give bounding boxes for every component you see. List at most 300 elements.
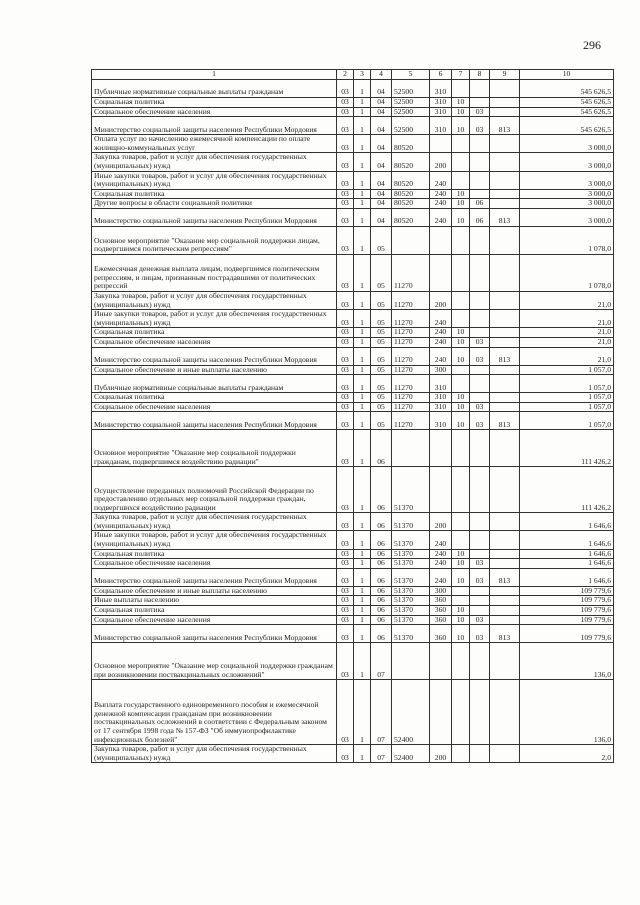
- row-code-cell: 03: [337, 586, 354, 596]
- row-description: Министерство социальной защиты населения Республики Мордовия: [92, 625, 337, 643]
- row-code-cell: 03: [337, 430, 354, 467]
- row-amount: 109 779,6: [520, 615, 614, 625]
- row-code-cell: 51370: [392, 467, 430, 513]
- table-row: [92, 393, 614, 403]
- row-code-cell: 03: [337, 199, 354, 209]
- row-code-cell: 1: [354, 531, 371, 549]
- row-code-cell: [470, 189, 490, 199]
- row-code-cell: [452, 513, 470, 531]
- row-code-cell: [490, 680, 520, 745]
- row-description: Социальная политика: [92, 549, 337, 559]
- row-code-cell: 360: [430, 596, 452, 606]
- row-code-cell: 05: [371, 365, 392, 375]
- table-header-row: [92, 70, 614, 80]
- row-code-cell: [452, 596, 470, 606]
- row-code-cell: 03: [337, 680, 354, 745]
- row-code-cell: 240: [430, 559, 452, 569]
- row-code-cell: 1: [354, 745, 371, 763]
- row-code-cell: [490, 189, 520, 199]
- row-code-cell: 1: [354, 412, 371, 430]
- row-code-cell: 10: [452, 107, 470, 117]
- row-code-cell: [490, 337, 520, 347]
- row-amount: 1 057,0: [520, 393, 614, 403]
- row-code-cell: 05: [371, 254, 392, 291]
- row-code-cell: 03: [337, 291, 354, 309]
- row-code-cell: 1: [354, 402, 371, 412]
- row-code-cell: 11270: [392, 337, 430, 347]
- row-code-cell: 1: [354, 291, 371, 309]
- row-code-cell: 1: [354, 153, 371, 171]
- row-code-cell: 03: [337, 365, 354, 375]
- row-code-cell: 52500: [392, 117, 430, 135]
- table-row: [92, 375, 614, 393]
- row-code-cell: [452, 135, 470, 153]
- table-row: [92, 513, 614, 531]
- row-amount: 21,0: [520, 328, 614, 338]
- row-code-cell: 200: [430, 153, 452, 171]
- row-code-cell: [470, 430, 490, 467]
- row-description: Иные закупки товаров, работ и услуг для обеспечения государственных (муниципальных) нужд: [92, 531, 337, 549]
- row-code-cell: 1: [354, 467, 371, 513]
- row-code-cell: [490, 596, 520, 606]
- row-amount: 545 626,5: [520, 117, 614, 135]
- row-amount: 21,0: [520, 291, 614, 309]
- row-code-cell: 813: [490, 347, 520, 365]
- row-code-cell: 03: [337, 189, 354, 199]
- row-code-cell: 03: [337, 80, 354, 98]
- row-code-cell: 03: [337, 615, 354, 625]
- row-code-cell: 05: [371, 226, 392, 254]
- row-code-cell: 11270: [392, 291, 430, 309]
- row-code-cell: 300: [430, 586, 452, 596]
- row-code-cell: 11270: [392, 412, 430, 430]
- row-code-cell: 52400: [392, 745, 430, 763]
- row-code-cell: 1: [354, 375, 371, 393]
- column-header: 5: [392, 70, 430, 80]
- row-code-cell: 240: [430, 328, 452, 338]
- row-code-cell: 06: [371, 586, 392, 596]
- row-code-cell: 10: [452, 328, 470, 338]
- row-description: Социальное обеспечение населения: [92, 615, 337, 625]
- row-code-cell: 51370: [392, 531, 430, 549]
- row-code-cell: [490, 375, 520, 393]
- row-amount: 1 646,6: [520, 513, 614, 531]
- row-code-cell: 03: [337, 568, 354, 586]
- row-code-cell: 04: [371, 208, 392, 226]
- row-code-cell: 03: [470, 625, 490, 643]
- row-code-cell: 10: [452, 347, 470, 365]
- row-code-cell: 51370: [392, 625, 430, 643]
- row-code-cell: 04: [371, 117, 392, 135]
- row-code-cell: [452, 745, 470, 763]
- row-code-cell: 03: [337, 171, 354, 189]
- row-code-cell: 52400: [392, 680, 430, 745]
- row-description: Социальное обеспечение населения: [92, 337, 337, 347]
- row-code-cell: [452, 310, 470, 328]
- row-code-cell: 03: [337, 412, 354, 430]
- row-code-cell: [490, 513, 520, 531]
- table-row: [92, 586, 614, 596]
- row-code-cell: 06: [470, 208, 490, 226]
- row-code-cell: [470, 153, 490, 171]
- row-code-cell: 03: [337, 107, 354, 117]
- row-code-cell: 240: [430, 531, 452, 549]
- table-row: [92, 430, 614, 467]
- row-code-cell: [490, 430, 520, 467]
- row-code-cell: 1: [354, 189, 371, 199]
- row-code-cell: 11270: [392, 365, 430, 375]
- table-row: [92, 412, 614, 430]
- column-header: 2: [337, 70, 354, 80]
- row-code-cell: 05: [371, 337, 392, 347]
- row-code-cell: [490, 171, 520, 189]
- row-code-cell: [452, 226, 470, 254]
- row-description: Социальная политика: [92, 328, 337, 338]
- row-code-cell: 03: [470, 107, 490, 117]
- row-code-cell: 03: [337, 513, 354, 531]
- row-code-cell: 10: [452, 606, 470, 616]
- row-code-cell: 10: [452, 117, 470, 135]
- row-code-cell: [490, 310, 520, 328]
- row-code-cell: 240: [430, 199, 452, 209]
- table-row: [92, 625, 614, 643]
- row-code-cell: 52500: [392, 107, 430, 117]
- row-code-cell: 10: [452, 208, 470, 226]
- row-code-cell: 1: [354, 347, 371, 365]
- row-code-cell: [452, 467, 470, 513]
- row-code-cell: [470, 680, 490, 745]
- row-description: Выплата государственного единовременного пособия и ежемесячной денежной компенсации гражданам при возникновении поствакцинальных осложнений в соответствии с Федеральным законом от 17 сентября 1998 года № 157-ФЗ "Об иммунопрофилактике инфекционных болезней": [92, 680, 337, 745]
- row-code-cell: 04: [371, 189, 392, 199]
- row-code-cell: 240: [430, 189, 452, 199]
- row-code-cell: [452, 365, 470, 375]
- row-code-cell: 06: [470, 199, 490, 209]
- row-code-cell: 04: [371, 171, 392, 189]
- row-description: Закупка товаров, работ и услуг для обеспечения государственных (муниципальных) нужд: [92, 745, 337, 763]
- row-code-cell: [452, 375, 470, 393]
- row-code-cell: 1: [354, 680, 371, 745]
- row-code-cell: 11270: [392, 310, 430, 328]
- row-code-cell: 1: [354, 549, 371, 559]
- row-amount: 1 078,0: [520, 254, 614, 291]
- row-code-cell: [490, 98, 520, 108]
- row-description: Министерство социальной защиты населения Республики Мордовия: [92, 568, 337, 586]
- row-code-cell: [490, 606, 520, 616]
- row-code-cell: 52500: [392, 98, 430, 108]
- row-code-cell: 03: [337, 402, 354, 412]
- row-code-cell: 51370: [392, 596, 430, 606]
- row-description: Оплата услуг по начислению ежемесячной компенсации по оплате жилищно-коммунальных услуг: [92, 135, 337, 153]
- row-code-cell: 03: [470, 615, 490, 625]
- row-code-cell: 80520: [392, 208, 430, 226]
- row-code-cell: [490, 549, 520, 559]
- row-code-cell: 240: [430, 208, 452, 226]
- row-code-cell: 1: [354, 337, 371, 347]
- row-amount: 1 646,6: [520, 531, 614, 549]
- row-description: Ежемесячная денежная выплата лицам, подвергшимся политическим репрессиям, и лицам, признанным пострадавшими от политических репрессий: [92, 254, 337, 291]
- row-code-cell: 06: [371, 568, 392, 586]
- column-header: 8: [470, 70, 490, 80]
- row-code-cell: 813: [490, 208, 520, 226]
- row-code-cell: [470, 549, 490, 559]
- row-description: Социальная политика: [92, 98, 337, 108]
- row-code-cell: [430, 254, 452, 291]
- row-amount: 1 646,6: [520, 559, 614, 569]
- row-code-cell: 310: [430, 402, 452, 412]
- row-description: Закупка товаров, работ и услуг для обеспечения государственных (муниципальных) нужд: [92, 153, 337, 171]
- row-code-cell: 80520: [392, 199, 430, 209]
- row-code-cell: [490, 328, 520, 338]
- row-code-cell: 51370: [392, 513, 430, 531]
- row-code-cell: 07: [371, 745, 392, 763]
- row-code-cell: 813: [490, 625, 520, 643]
- row-code-cell: 1: [354, 365, 371, 375]
- row-code-cell: 310: [430, 98, 452, 108]
- row-code-cell: 310: [430, 80, 452, 98]
- row-code-cell: 1: [354, 226, 371, 254]
- row-code-cell: 51370: [392, 586, 430, 596]
- row-code-cell: 03: [470, 568, 490, 586]
- row-code-cell: [470, 98, 490, 108]
- row-code-cell: 1: [354, 615, 371, 625]
- row-code-cell: 03: [470, 117, 490, 135]
- row-code-cell: 1: [354, 586, 371, 596]
- row-code-cell: 03: [337, 596, 354, 606]
- row-code-cell: 300: [430, 365, 452, 375]
- row-code-cell: 1: [354, 606, 371, 616]
- row-code-cell: 1: [354, 513, 371, 531]
- row-code-cell: [392, 226, 430, 254]
- row-description: Социальная политика: [92, 393, 337, 403]
- row-description: Иные закупки товаров, работ и услуг для обеспечения государственных (муниципальных) нужд: [92, 310, 337, 328]
- table-row: [92, 254, 614, 291]
- row-code-cell: [490, 393, 520, 403]
- row-description: Социальное обеспечение населения: [92, 559, 337, 569]
- row-code-cell: 03: [337, 467, 354, 513]
- table-row: [92, 402, 614, 412]
- row-code-cell: 05: [371, 291, 392, 309]
- row-code-cell: 240: [430, 171, 452, 189]
- row-code-cell: 310: [430, 375, 452, 393]
- row-code-cell: [452, 680, 470, 745]
- row-amount: 109 779,6: [520, 606, 614, 616]
- row-description: Закупка товаров, работ и услуг для обеспечения государственных (муниципальных) нужд: [92, 291, 337, 309]
- row-code-cell: 03: [337, 254, 354, 291]
- row-code-cell: 06: [371, 531, 392, 549]
- row-code-cell: 1: [354, 254, 371, 291]
- row-code-cell: 05: [371, 402, 392, 412]
- row-code-cell: 310: [430, 117, 452, 135]
- table-row: [92, 208, 614, 226]
- row-code-cell: [490, 643, 520, 680]
- row-code-cell: 07: [371, 680, 392, 745]
- table-row: [92, 347, 614, 365]
- row-amount: 109 779,6: [520, 625, 614, 643]
- row-code-cell: [490, 153, 520, 171]
- row-code-cell: 1: [354, 171, 371, 189]
- table-row: [92, 189, 614, 199]
- row-code-cell: 04: [371, 98, 392, 108]
- row-code-cell: [392, 643, 430, 680]
- row-code-cell: [452, 153, 470, 171]
- row-code-cell: 1: [354, 328, 371, 338]
- row-amount: 1 646,6: [520, 568, 614, 586]
- row-code-cell: 04: [371, 107, 392, 117]
- row-code-cell: 52500: [392, 80, 430, 98]
- row-code-cell: 03: [337, 531, 354, 549]
- row-code-cell: [490, 80, 520, 98]
- row-code-cell: 03: [337, 153, 354, 171]
- row-code-cell: 813: [490, 412, 520, 430]
- row-code-cell: [470, 393, 490, 403]
- row-code-cell: 03: [470, 347, 490, 365]
- row-code-cell: [452, 430, 470, 467]
- row-amount: 111 426,2: [520, 430, 614, 467]
- row-code-cell: 1: [354, 199, 371, 209]
- row-code-cell: [490, 467, 520, 513]
- table-row: [92, 98, 614, 108]
- row-code-cell: [490, 559, 520, 569]
- row-code-cell: 03: [337, 375, 354, 393]
- row-code-cell: 80520: [392, 189, 430, 199]
- row-amount: 1 646,6: [520, 549, 614, 559]
- row-amount: 3 000,0: [520, 153, 614, 171]
- row-code-cell: 51370: [392, 559, 430, 569]
- row-code-cell: 03: [337, 208, 354, 226]
- row-amount: 3 000,0: [520, 199, 614, 209]
- table-row: [92, 199, 614, 209]
- row-code-cell: [452, 254, 470, 291]
- row-code-cell: 360: [430, 625, 452, 643]
- row-amount: 109 779,6: [520, 586, 614, 596]
- row-code-cell: 813: [490, 568, 520, 586]
- row-code-cell: 11270: [392, 328, 430, 338]
- row-code-cell: 03: [337, 559, 354, 569]
- row-code-cell: 04: [371, 153, 392, 171]
- row-code-cell: [430, 226, 452, 254]
- table-row: [92, 310, 614, 328]
- row-code-cell: [470, 586, 490, 596]
- page-number: 296: [583, 38, 601, 52]
- row-code-cell: 240: [430, 549, 452, 559]
- column-header: 1: [92, 70, 337, 80]
- row-code-cell: 11270: [392, 375, 430, 393]
- column-header: 3: [354, 70, 371, 80]
- row-code-cell: [470, 467, 490, 513]
- row-code-cell: [490, 531, 520, 549]
- row-description: Социальное обеспечение населения: [92, 107, 337, 117]
- column-header: 7: [452, 70, 470, 80]
- row-code-cell: 04: [371, 135, 392, 153]
- row-code-cell: 10: [452, 402, 470, 412]
- row-code-cell: 05: [371, 347, 392, 365]
- row-code-cell: 10: [452, 549, 470, 559]
- row-code-cell: 04: [371, 80, 392, 98]
- row-code-cell: 10: [452, 199, 470, 209]
- row-code-cell: 813: [490, 117, 520, 135]
- row-code-cell: 06: [371, 606, 392, 616]
- row-description: Социальная политика: [92, 606, 337, 616]
- row-code-cell: 51370: [392, 606, 430, 616]
- row-code-cell: 10: [452, 568, 470, 586]
- row-code-cell: 10: [452, 189, 470, 199]
- row-code-cell: 310: [430, 107, 452, 117]
- row-description: Социальное обеспечение населения: [92, 402, 337, 412]
- row-description: Иные закупки товаров, работ и услуг для обеспечения государственных (муниципальных) нужд: [92, 171, 337, 189]
- row-code-cell: [490, 254, 520, 291]
- row-code-cell: [490, 107, 520, 117]
- row-code-cell: 06: [371, 549, 392, 559]
- row-description: Публичные нормативные социальные выплаты гражданам: [92, 375, 337, 393]
- row-code-cell: [430, 643, 452, 680]
- column-header: 6: [430, 70, 452, 80]
- row-description: Министерство социальной защиты населения Республики Мордовия: [92, 208, 337, 226]
- row-description: Социальная политика: [92, 189, 337, 199]
- row-code-cell: 03: [337, 135, 354, 153]
- table-row: [92, 467, 614, 513]
- column-header: 9: [490, 70, 520, 80]
- row-code-cell: 03: [470, 402, 490, 412]
- column-header: 10: [520, 70, 614, 80]
- row-amount: 2,0: [520, 745, 614, 763]
- row-code-cell: 06: [371, 596, 392, 606]
- row-code-cell: 1: [354, 393, 371, 403]
- table-row: [92, 568, 614, 586]
- row-code-cell: 05: [371, 328, 392, 338]
- row-description: Министерство социальной защиты населения Республики Мордовия: [92, 347, 337, 365]
- table-row: [92, 153, 614, 171]
- row-code-cell: 360: [430, 606, 452, 616]
- column-header: 4: [371, 70, 392, 80]
- row-code-cell: 06: [371, 615, 392, 625]
- table-row: [92, 337, 614, 347]
- table-row: [92, 135, 614, 153]
- table-row: [92, 643, 614, 680]
- row-code-cell: 03: [337, 549, 354, 559]
- row-code-cell: [470, 226, 490, 254]
- row-description: Другие вопросы в области социальной политики: [92, 199, 337, 209]
- row-amount: 136,0: [520, 643, 614, 680]
- row-code-cell: [490, 586, 520, 596]
- row-code-cell: 04: [371, 199, 392, 209]
- row-code-cell: [452, 291, 470, 309]
- row-code-cell: [470, 254, 490, 291]
- row-amount: 21,0: [520, 347, 614, 365]
- table-row: [92, 549, 614, 559]
- row-code-cell: 1: [354, 98, 371, 108]
- row-amount: 3 000,0: [520, 135, 614, 153]
- row-description: Социальное обеспечение и иные выплаты населению: [92, 365, 337, 375]
- row-code-cell: [430, 680, 452, 745]
- row-description: Закупка товаров, работ и услуг для обеспечения государственных (муниципальных) нужд: [92, 513, 337, 531]
- row-code-cell: 06: [371, 430, 392, 467]
- table-row: [92, 596, 614, 606]
- row-code-cell: 10: [452, 625, 470, 643]
- row-code-cell: 1: [354, 596, 371, 606]
- row-code-cell: 80520: [392, 153, 430, 171]
- row-code-cell: 03: [337, 606, 354, 616]
- row-code-cell: 1: [354, 135, 371, 153]
- row-amount: 111 426,2: [520, 467, 614, 513]
- row-code-cell: 240: [430, 568, 452, 586]
- row-code-cell: [470, 135, 490, 153]
- table-row: [92, 559, 614, 569]
- row-code-cell: 05: [371, 310, 392, 328]
- row-code-cell: 51370: [392, 549, 430, 559]
- row-code-cell: 200: [430, 745, 452, 763]
- row-code-cell: 10: [452, 98, 470, 108]
- row-code-cell: 03: [337, 393, 354, 403]
